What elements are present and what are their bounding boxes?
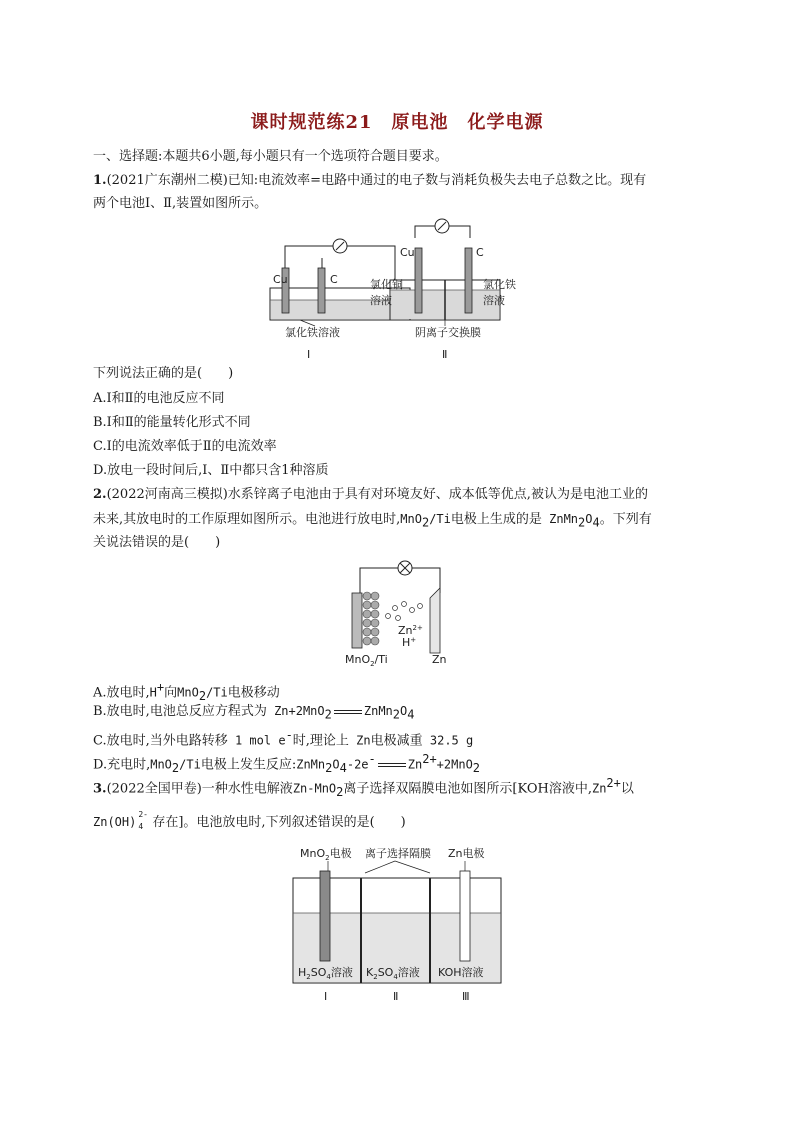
equals-bar-2	[378, 763, 406, 767]
fig2-membrane: 阴离子交换膜	[415, 326, 481, 339]
q3-figure	[290, 843, 505, 1008]
q1-line2: 两个电池Ⅰ、Ⅱ,装置如图所示。	[93, 196, 268, 211]
q3-region-1: Ⅰ	[324, 990, 328, 1003]
q2-option-c: C.放电时,当外电路转移 1 mol e-时,理论上 Zn电极减重 32.5 g	[93, 728, 474, 749]
page-title: 课时规范练21 原电池 化学电源	[250, 112, 544, 133]
q3-number: 3.	[93, 781, 107, 797]
q2-left-label: MnO$_2$/Ti	[345, 653, 388, 668]
fig1-c: C	[330, 273, 338, 286]
q3-mno2-label: MnO$_2$电极	[300, 847, 352, 862]
section-heading: 一、选择题:本题共6小题,每小题只有一个选项符合题目要求。	[93, 149, 448, 164]
q1-option-b: B.Ⅰ和Ⅱ的能量转化形式不同	[93, 415, 251, 430]
mno2-electrode	[352, 593, 362, 648]
q1-number: 1.	[93, 173, 107, 188]
q3-mno2-electrode	[320, 871, 330, 961]
zn-ion-label: $Zn^{2+}$	[398, 624, 423, 637]
q3-zn-label: Zn电极	[448, 847, 485, 860]
fig2-right-sol2: 溶液	[483, 294, 505, 307]
zn-electrode	[430, 588, 440, 653]
q2-option-a: A.放电时,H+向MnO$_2$/Ti电极移动	[93, 680, 280, 703]
equals-bar	[334, 710, 362, 714]
fig2-cu: Cu	[400, 246, 415, 259]
q3-line1: 3.(2022全国甲卷)一种水性电解液Zn-MnO$_2$离子选择双隔膜电池如图所示[KOH溶液中$,Zn^{2+}$以	[93, 776, 634, 799]
fig1-cu: Cu	[273, 273, 288, 286]
q1-option-a: A.Ⅰ和Ⅱ的电池反应不同	[93, 391, 225, 406]
q2-text1: (2022河南高三模拟)水系锌离子电池由于具有对环境友好、成本低等优点,被认为是电池工业的	[106, 487, 648, 502]
q1-line1	[93, 171, 646, 191]
h-ion-label: H+	[402, 636, 417, 649]
q2-figure	[340, 558, 460, 668]
fig2-right-sol: 氯化铁	[483, 278, 516, 291]
q1-figure	[260, 218, 540, 363]
q3-region-3: Ⅲ	[462, 990, 470, 1003]
q3-sol2: $K_2SO_4$溶液	[366, 966, 420, 981]
q2-line3: 关说法错误的是( )	[93, 535, 221, 550]
q2-line1	[93, 485, 648, 505]
q3-membrane-label: 离子选择隔膜	[365, 847, 431, 860]
q3-zn-electrode	[460, 871, 470, 961]
q3-sol3: KOH溶液	[438, 966, 484, 979]
fig2-c: C	[476, 246, 484, 259]
q2-right-label: Zn	[432, 653, 447, 666]
q2-option-d: D.充电时,MnO$_2$/Ti电极上发生反应$:ZnMn_2O_4-2e^-$ $Zn^{2+}+2MnO_2$	[93, 752, 481, 775]
q1-option-d: D.放电一段时间后,Ⅰ、Ⅱ中都只含1种溶质	[93, 463, 329, 478]
q3-region-2: Ⅱ	[393, 990, 399, 1003]
fig2-left-sol2: 溶液	[370, 294, 392, 307]
q3-line2: Zn(OH) 2- 4 存在]。电池放电时,下列叙述错误的是( )	[93, 809, 406, 831]
q1-option-c: C.Ⅰ的电流效率低于Ⅱ的电流效率	[93, 439, 277, 454]
q3-subsup: 2- 4	[138, 809, 148, 831]
fig2-left-sol: 氯化铜	[370, 278, 403, 291]
q2-option-b: B.放电时,电池总反应方程式为 Zn+2MnO$_2$ $ZnMn_2O_4$	[93, 704, 415, 722]
fig2-label: Ⅱ	[442, 348, 448, 361]
cell-2-diagram	[370, 219, 516, 361]
fig1-label: Ⅰ	[307, 348, 311, 361]
fig1-solution: 氯化铁溶液	[285, 326, 340, 339]
q1-stem: 下列说法正确的是( )	[93, 366, 234, 381]
q1-text1: (2021广东潮州二模)已知:电流效率=电路中通过的电子数与消耗负极失去电子总数之比。现有	[106, 173, 647, 188]
q2-number: 2.	[93, 487, 107, 502]
q3-sol1: $H_2SO_4$溶液	[298, 966, 353, 981]
q2-line2: 未来,其放电时的工作原理如图所示。电池进行放电时,MnO$_2$/Ti电极上生成的是 $ZnMn_2O_4$。下列有	[93, 512, 652, 530]
